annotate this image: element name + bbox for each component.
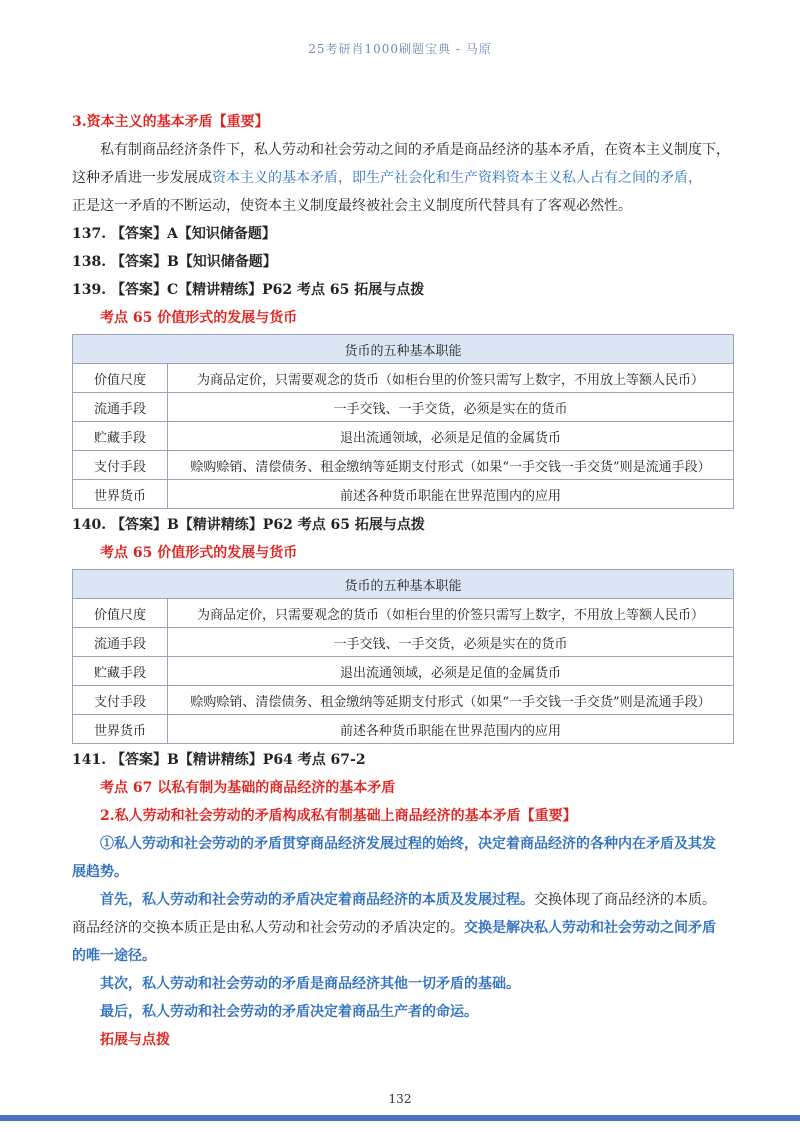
paragraph-line: 最后，私人劳动和社会劳动的矛盾决定着商品生产者的命运。 (100, 1004, 478, 1020)
page-content (72, 108, 734, 1054)
table-header: 货币的五种基本职能 (73, 570, 734, 599)
answer-141: 141. 【答案】B【精讲精练】P64 考点 67-2 (72, 752, 366, 768)
answer-140: 140. 【答案】B【精讲精练】P62 考点 65 拓展与点拨 (72, 517, 425, 533)
page-header: 25考研肖1000刷题宝典 - 马原 (308, 42, 492, 56)
table-row: 价值尺度 为商品定价，只需要观念的货币（如柜台里的价签只需写上数字，不用放上等额人民币） (73, 599, 734, 628)
table-row: 贮藏手段 退出流通领域，必须是足值的金属货币 (73, 657, 734, 686)
paragraph-line: 的唯一途径。 (72, 948, 156, 964)
paragraph-line: 这种矛盾进一步发展成资本主义的基本矛盾，即生产社会化和生产资料资本主义私人占有之间的矛盾， (72, 170, 702, 186)
paragraph-line: 正是这一矛盾的不断运动，使资本主义制度最终被社会主义制度所代替具有了客观必然性。 (72, 198, 632, 214)
table-row: 支付手段 赊购赊销、清偿债务、租金缴纳等延期支付形式（如果“一手交钱一手交货”则是流通手段） (73, 451, 734, 480)
footer-bar (0, 1115, 800, 1121)
highlight-text: 资本主义的基本矛盾，即生产社会化和生产资料资本主义私人占有之间的矛盾， (212, 170, 702, 186)
table-row: 支付手段 赊购赊销、清偿债务、租金缴纳等延期支付形式（如果“一手交钱一手交货”则是流通手段） (73, 686, 734, 715)
topic-67-title: 考点 67 以私有制为基础的商品经济的基本矛盾 (100, 780, 396, 796)
paragraph-line: 其次，私人劳动和社会劳动的矛盾是商品经济其他一切矛盾的基础。 (100, 976, 520, 992)
answer-138: 138. 【答案】B【知识储备题】 (72, 254, 277, 270)
money-functions-table (72, 334, 734, 509)
answer-137: 137. 【答案】A【知识储备题】 (72, 226, 276, 242)
table-row: 流通手段 一手交钱、一手交货，必须是实在的货币 (73, 628, 734, 657)
table-row: 世界货币 前述各种货币职能在世界范围内的应用 (73, 480, 734, 509)
topic-65-title: 考点 65 价值形式的发展与货币 (100, 310, 298, 326)
table-row: 价值尺度 为商品定价，只需要观念的货币（如柜台里的价签只需写上数字，不用放上等额人民币） (73, 364, 734, 393)
topic-65-title: 考点 65 价值形式的发展与货币 (100, 545, 298, 561)
extend-heading: 拓展与点拨 (100, 1032, 170, 1048)
answer-139: 139. 【答案】C【精讲精练】P62 考点 65 拓展与点拨 (72, 282, 425, 298)
page-number: 132 (388, 1092, 412, 1106)
table-row: 流通手段 一手交钱、一手交货，必须是实在的货币 (73, 393, 734, 422)
section-title: 3.资本主义的基本矛盾【重要】 (72, 114, 269, 130)
paragraph-line: 私有制商品经济条件下，私人劳动和社会劳动之间的矛盾是商品经济的基本矛盾，在资本主义制度下， (100, 142, 730, 158)
table-header: 货币的五种基本职能 (73, 335, 734, 364)
paragraph-line: 商品经济的交换本质正是由私人劳动和社会劳动的矛盾决定的。交换是解决私人劳动和社会劳动之间矛盾 (72, 920, 716, 936)
paragraph-line: ①私人劳动和社会劳动的矛盾贯穿商品经济发展过程的始终，决定着商品经济的各种内在矛盾及其发 (100, 836, 716, 852)
paragraph-line: 首先，私人劳动和社会劳动的矛盾决定着商品经济的本质及发展过程。交换体现了商品经济的本质。 (100, 892, 716, 908)
paragraph-line: 展趋势。 (72, 864, 128, 880)
table-row: 贮藏手段 退出流通领域，必须是足值的金属货币 (73, 422, 734, 451)
topic-67-subtitle: 2.私人劳动和社会劳动的矛盾构成私有制基础上商品经济的基本矛盾【重要】 (100, 808, 577, 824)
money-functions-table (72, 569, 734, 744)
table-row: 世界货币 前述各种货币职能在世界范围内的应用 (73, 715, 734, 744)
